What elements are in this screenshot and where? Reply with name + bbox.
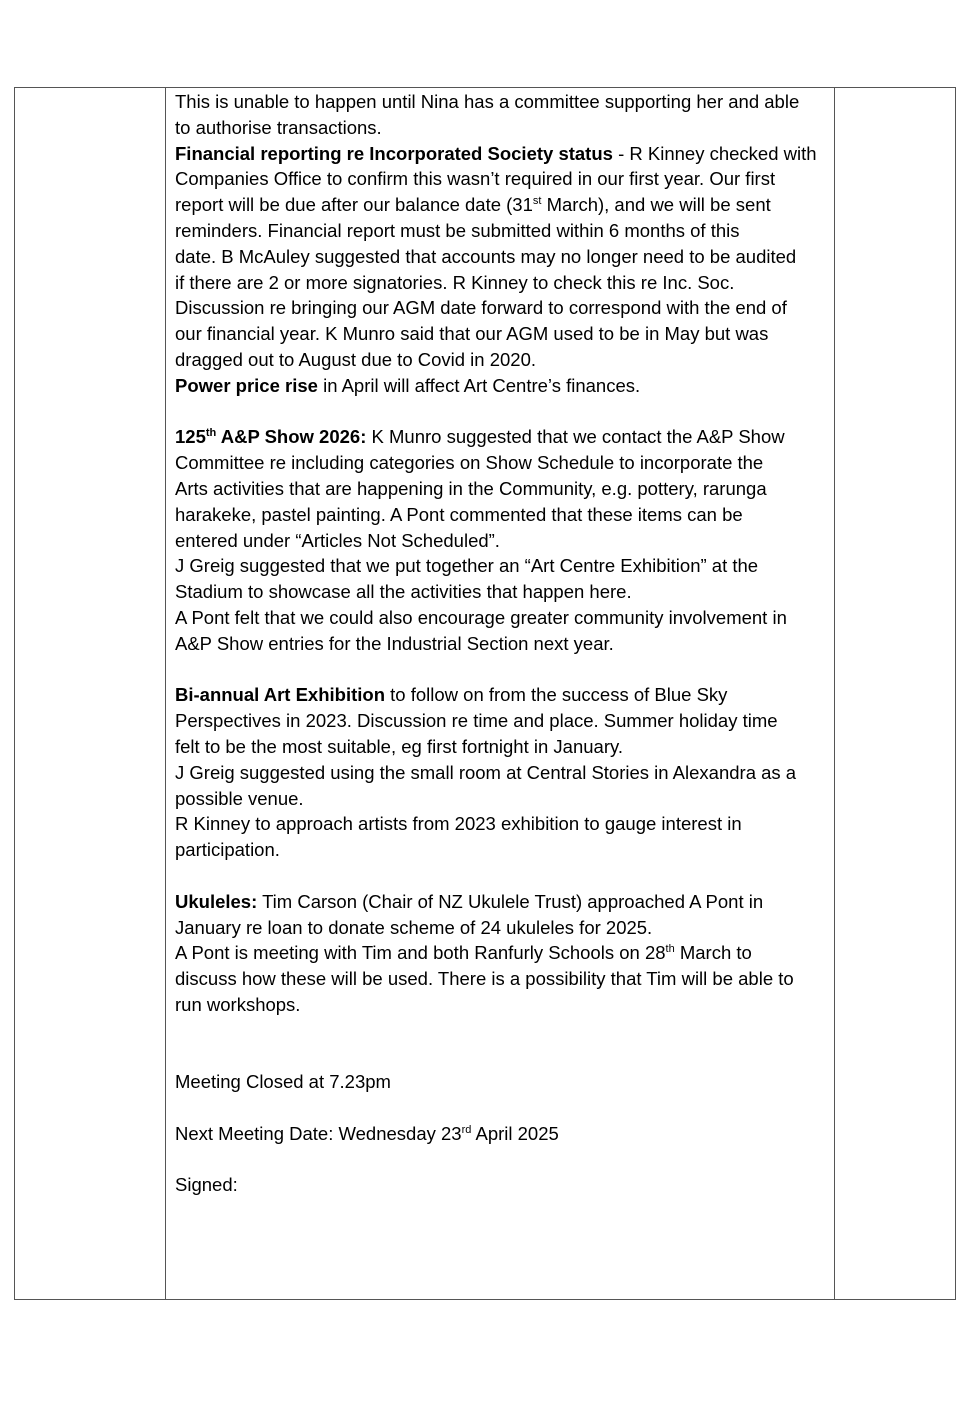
- meeting-closed: Meeting Closed at 7.23pm: [175, 1071, 391, 1093]
- finance-line-1: [175, 141, 837, 167]
- power-price-line: [175, 373, 837, 399]
- finance-line-7: Discussion re bringing our AGM date forward to correspond with the end of: [175, 297, 787, 319]
- finance-line-3: [175, 192, 837, 218]
- show-line-1: [175, 424, 837, 450]
- next-meeting-sup: rd: [461, 1123, 472, 1136]
- ukuleles-line-4: discuss how these will be used. There is a possibility that Tim will be able to: [175, 968, 794, 990]
- minutes-table: [14, 87, 956, 1300]
- finance-intro-line-2: to authorise transactions.: [175, 116, 382, 138]
- exhibition-line-2: Perspectives in 2023. Discussion re time and place. Summer holiday time: [175, 710, 778, 732]
- exhibition-line-1: [175, 682, 837, 708]
- show-line-9: A&P Show entries for the Industrial Section next year.: [175, 632, 614, 654]
- ukuleles-line-2: January re loan to donate scheme of 24 ukuleles for 2025.: [175, 916, 653, 938]
- ukuleles-heading: Ukuleles:: [175, 890, 258, 912]
- show-line-7: Stadium to showcase all the activities that happen here.: [175, 581, 632, 603]
- show-heading-sup: th: [205, 427, 217, 440]
- show-heading-pre: 125: [175, 426, 206, 448]
- show-line-2: Committee re including categories on Show Schedule to incorporate the: [175, 452, 764, 474]
- next-meeting-date: [175, 1121, 837, 1147]
- exhibition-line-1-text: to follow on from the success of Blue Sky: [385, 684, 728, 706]
- finance-section: [175, 89, 837, 399]
- exhibition-line-3: felt to be the most suitable, eg first fortnight in January.: [175, 735, 624, 757]
- power-price-text: in April will affect Art Centre’s finances.: [317, 374, 641, 396]
- finance-heading: Financial reporting re Incorporated Society status: [175, 142, 613, 164]
- show-section: [175, 424, 837, 656]
- right-column: [834, 88, 955, 1299]
- ukuleles-line-3-post: March to: [674, 942, 752, 964]
- closing-section: [175, 1069, 837, 1198]
- next-meeting-pre: Next Meeting Date: Wednesday 23: [175, 1122, 462, 1144]
- ukuleles-section: [175, 889, 837, 1018]
- next-meeting-post: April 2025: [471, 1122, 559, 1144]
- exhibition-line-4: J Greig suggested using the small room at Central Stories in Alexandra as a: [175, 761, 797, 783]
- finance-line-3-sup: st: [532, 195, 542, 208]
- signed-label: Signed:: [175, 1174, 238, 1196]
- finance-line-6: if there are 2 or more signatories. R Kinney to check this re Inc. Soc.: [175, 271, 735, 293]
- exhibition-heading: Bi-annual Art Exhibition: [175, 684, 386, 706]
- show-line-5: entered under “Articles Not Scheduled”.: [175, 529, 500, 551]
- show-heading: [175, 426, 366, 447]
- finance-line-5: date. B McAuley suggested that accounts may no longer need to be audited: [175, 245, 797, 267]
- minutes-content: [175, 88, 837, 1198]
- show-line-6: J Greig suggested that we put together an “Art Centre Exhibition” at the: [175, 555, 759, 577]
- finance-line-3-post: March), and we will be sent: [541, 194, 771, 216]
- finance-line-9: dragged out to August due to Covid in 2020.: [175, 348, 537, 370]
- ukuleles-line-3-pre: A Pont is meeting with Tim and both Ranfurly Schools on 28: [175, 942, 666, 964]
- ukuleles-line-5: run workshops.: [175, 993, 301, 1015]
- ukuleles-line-3-sup: th: [665, 943, 675, 956]
- exhibition-section: [175, 682, 837, 863]
- show-line-1-text: K Munro suggested that we contact the A&P Show: [366, 426, 785, 448]
- exhibition-line-7: participation.: [175, 839, 280, 861]
- finance-line-1-text: - R Kinney checked with: [612, 142, 817, 164]
- show-line-4: harakeke, pastel painting. A Pont commented that these items can be: [175, 503, 743, 525]
- exhibition-line-6: R Kinney to approach artists from 2023 exhibition to gauge interest in: [175, 813, 742, 835]
- finance-line-4: reminders. Financial report must be submitted within 6 months of this: [175, 219, 740, 241]
- show-line-3: Arts activities that are happening in the Community, e.g. pottery, rarunga: [175, 477, 767, 499]
- show-line-8: A Pont felt that we could also encourage greater community involvement in: [175, 606, 787, 628]
- show-heading-post: A&P Show 2026:: [216, 426, 367, 448]
- finance-line-8: our financial year. K Munro said that our AGM used to be in May but was: [175, 323, 769, 345]
- power-price-heading: Power price rise: [175, 374, 318, 396]
- finance-line-2: Companies Office to confirm this wasn’t required in our first year. Our first: [175, 168, 776, 190]
- exhibition-line-5: possible venue.: [175, 787, 304, 809]
- ukuleles-line-1: [175, 889, 837, 915]
- ukuleles-line-1-text: Tim Carson (Chair of NZ Ukulele Trust) approached A Pont in: [257, 890, 764, 912]
- finance-line-3-pre: report will be due after our balance date (31: [175, 194, 533, 216]
- ukuleles-line-3: [175, 940, 837, 966]
- finance-intro-line-1: This is unable to happen until Nina has a committee supporting her and able: [175, 91, 800, 112]
- left-column: [15, 88, 166, 1299]
